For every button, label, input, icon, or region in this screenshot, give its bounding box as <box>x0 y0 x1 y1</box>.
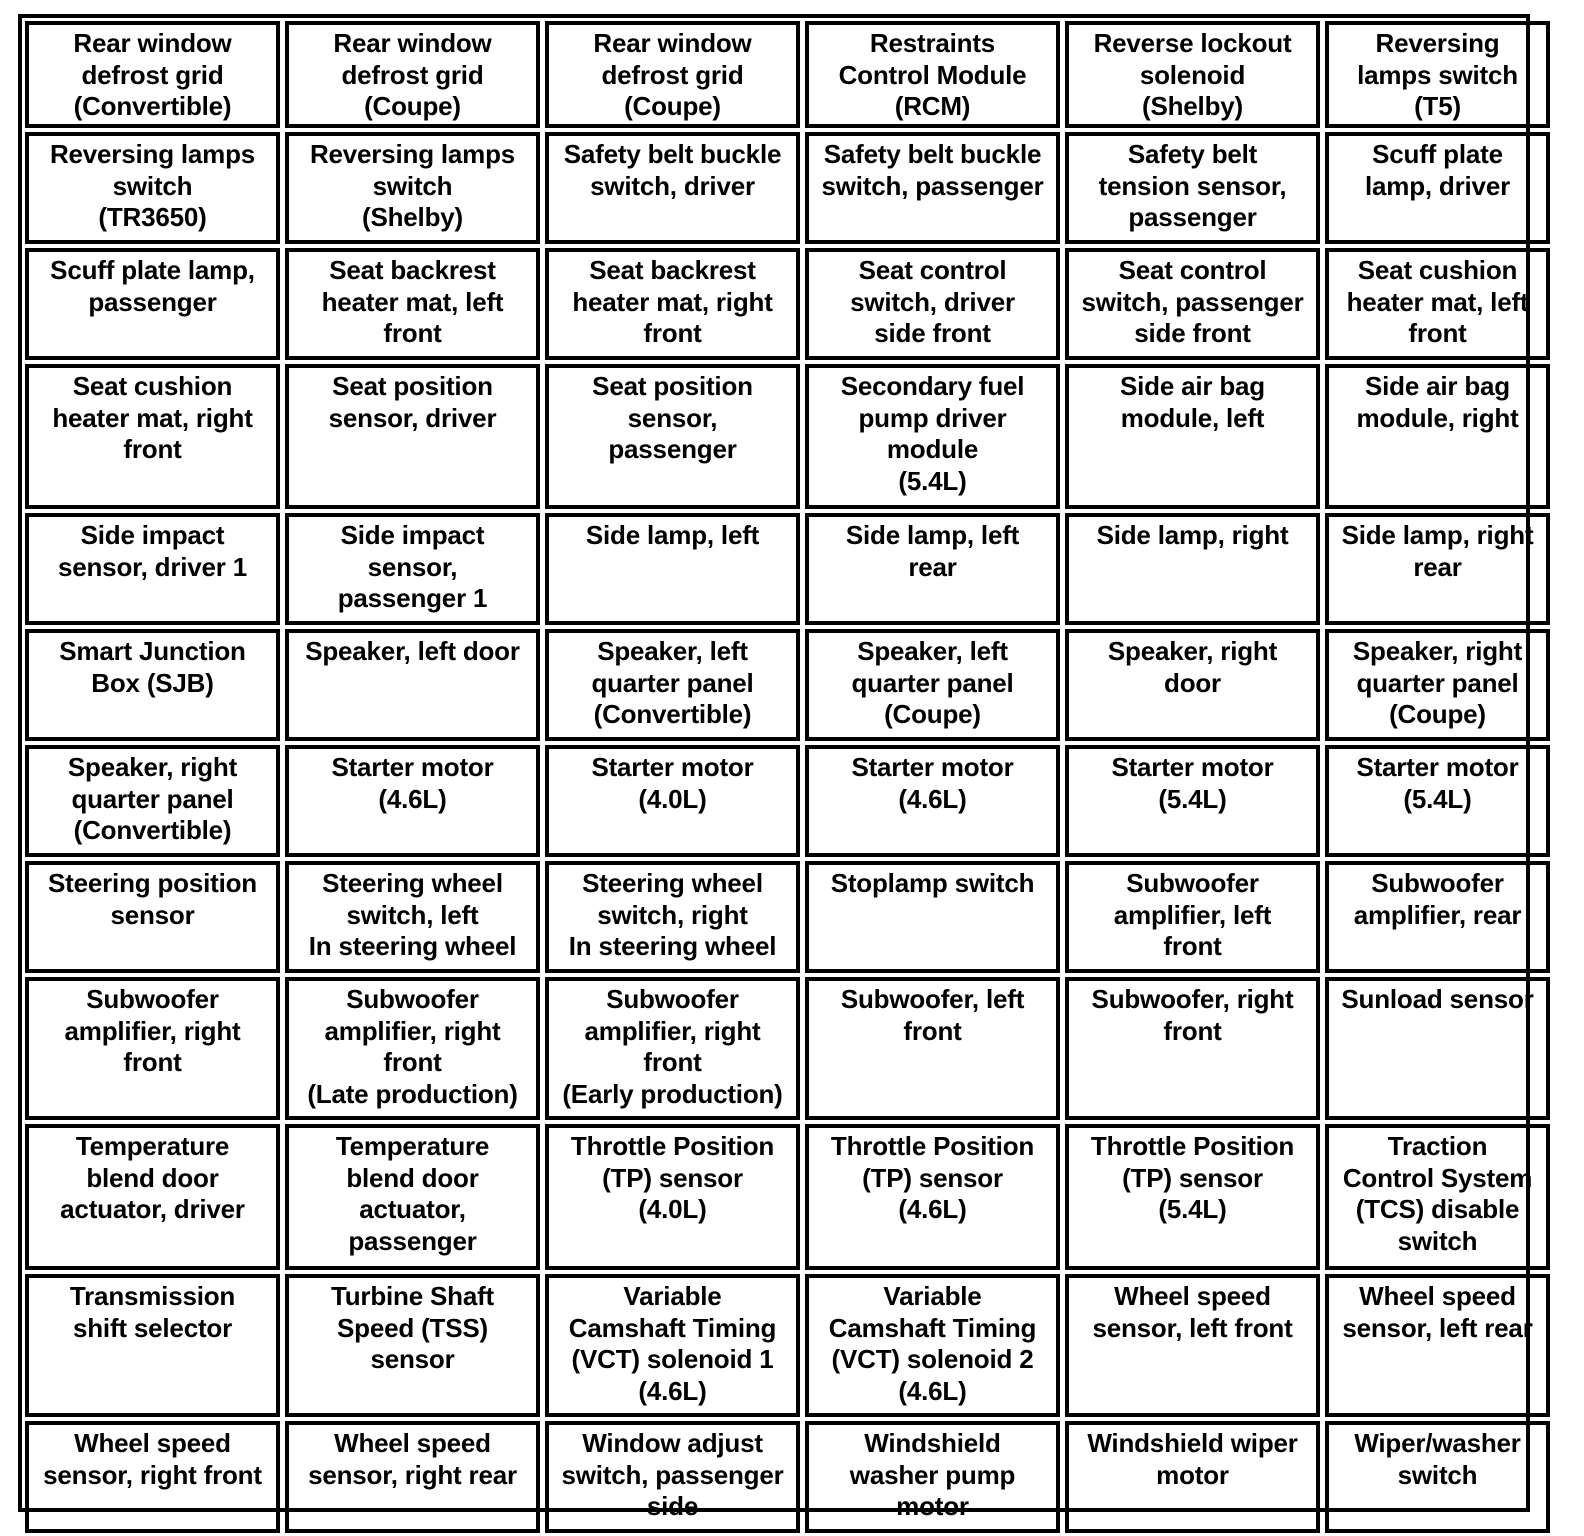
table-cell: Wiper/washer switch <box>1325 1421 1550 1533</box>
table-cell: Variable Camshaft Timing (VCT) solenoid 2 (4.6L) <box>805 1274 1060 1417</box>
table-cell: Speaker, right door <box>1065 629 1320 741</box>
table-cell: Steering wheel switch, right In steering wheel <box>545 861 800 973</box>
table-cell: Rear window defrost grid (Coupe) <box>545 21 800 128</box>
table-cell: Safety belt tension sensor, passenger <box>1065 132 1320 244</box>
table-cell: Throttle Position (TP) sensor (5.4L) <box>1065 1124 1320 1270</box>
table-cell: Seat cushion heater mat, right front <box>25 364 280 509</box>
table-cell: Seat backrest heater mat, right front <box>545 248 800 360</box>
table-cell: Reversing lamps switch (TR3650) <box>25 132 280 244</box>
table-cell: Speaker, left door <box>285 629 540 741</box>
table-cell: Secondary fuel pump driver module (5.4L) <box>805 364 1060 509</box>
table-cell: Smart Junction Box (SJB) <box>25 629 280 741</box>
table-cell: Starter motor (5.4L) <box>1065 745 1320 857</box>
table-cell: Subwoofer amplifier, right front (Late production) <box>285 977 540 1120</box>
table-cell: Rear window defrost grid (Convertible) <box>25 21 280 128</box>
table-cell: Speaker, right quarter panel (Coupe) <box>1325 629 1550 741</box>
table-cell: Throttle Position (TP) sensor (4.6L) <box>805 1124 1060 1270</box>
table-cell: Speaker, left quarter panel (Convertible) <box>545 629 800 741</box>
table-cell: Starter motor (4.6L) <box>805 745 1060 857</box>
table-cell: Rear window defrost grid (Coupe) <box>285 21 540 128</box>
table-cell: Steering position sensor <box>25 861 280 973</box>
table-cell: Speaker, right quarter panel (Convertible) <box>25 745 280 857</box>
table-cell: Side air bag module, right <box>1325 364 1550 509</box>
table-cell: Seat position sensor, driver <box>285 364 540 509</box>
table-cell: Seat control switch, passenger side front <box>1065 248 1320 360</box>
table-cell: Subwoofer amplifier, right front (Early production) <box>545 977 800 1120</box>
table-cell: Windshield washer pump motor <box>805 1421 1060 1533</box>
table-cell: Subwoofer amplifier, rear <box>1325 861 1550 973</box>
table-cell: Side lamp, right <box>1065 513 1320 625</box>
table-cell: Seat control switch, driver side front <box>805 248 1060 360</box>
table-cell: Seat cushion heater mat, left front <box>1325 248 1550 360</box>
table-cell: Wheel speed sensor, left front <box>1065 1274 1320 1417</box>
table-cell: Transmission shift selector <box>25 1274 280 1417</box>
table-cell: Wheel speed sensor, left rear <box>1325 1274 1550 1417</box>
table-cell: Window adjust switch, passenger side <box>545 1421 800 1533</box>
table-cell: Starter motor (4.0L) <box>545 745 800 857</box>
table-cell: Throttle Position (TP) sensor (4.0L) <box>545 1124 800 1270</box>
table-cell: Side lamp, right rear <box>1325 513 1550 625</box>
table-cell: Seat position sensor, passenger <box>545 364 800 509</box>
table-cell: Reverse lockout solenoid (Shelby) <box>1065 21 1320 128</box>
table-cell: Scuff plate lamp, driver <box>1325 132 1550 244</box>
table-cell: Restraints Control Module (RCM) <box>805 21 1060 128</box>
table-cell: Subwoofer amplifier, right front <box>25 977 280 1120</box>
table-cell: Side lamp, left <box>545 513 800 625</box>
table-cell: Safety belt buckle switch, driver <box>545 132 800 244</box>
table-cell: Steering wheel switch, left In steering wheel <box>285 861 540 973</box>
table-cell: Speaker, left quarter panel (Coupe) <box>805 629 1060 741</box>
table-cell: Temperature blend door actuator, driver <box>25 1124 280 1270</box>
table-cell: Side impact sensor, passenger 1 <box>285 513 540 625</box>
table-cell: Starter motor (4.6L) <box>285 745 540 857</box>
table-cell: Side impact sensor, driver 1 <box>25 513 280 625</box>
table-cell: Temperature blend door actuator, passenger <box>285 1124 540 1270</box>
table-cell: Subwoofer, left front <box>805 977 1060 1120</box>
table-cell: Traction Control System (TCS) disable switch <box>1325 1124 1550 1270</box>
table-cell: Windshield wiper motor <box>1065 1421 1320 1533</box>
table-cell: Subwoofer amplifier, left front <box>1065 861 1320 973</box>
table-cell: Variable Camshaft Timing (VCT) solenoid 1 (4.6L) <box>545 1274 800 1417</box>
table-cell: Reversing lamps switch (Shelby) <box>285 132 540 244</box>
table-cell: Seat backrest heater mat, left front <box>285 248 540 360</box>
table-cell: Wheel speed sensor, right rear <box>285 1421 540 1533</box>
component-location-table <box>18 14 1534 1521</box>
table-cell: Turbine Shaft Speed (TSS) sensor <box>285 1274 540 1417</box>
table-cell: Wheel speed sensor, right front <box>25 1421 280 1533</box>
table-cell: Sunload sensor <box>1325 977 1550 1120</box>
table-cell: Stoplamp switch <box>805 861 1060 973</box>
table-cell: Starter motor (5.4L) <box>1325 745 1550 857</box>
table-cell: Safety belt buckle switch, passenger <box>805 132 1060 244</box>
table-cell: Side lamp, left rear <box>805 513 1060 625</box>
table-cell: Scuff plate lamp, passenger <box>25 248 280 360</box>
table-cell: Subwoofer, right front <box>1065 977 1320 1120</box>
table-cell: Reversing lamps switch (T5) <box>1325 21 1550 128</box>
table-cell: Side air bag module, left <box>1065 364 1320 509</box>
